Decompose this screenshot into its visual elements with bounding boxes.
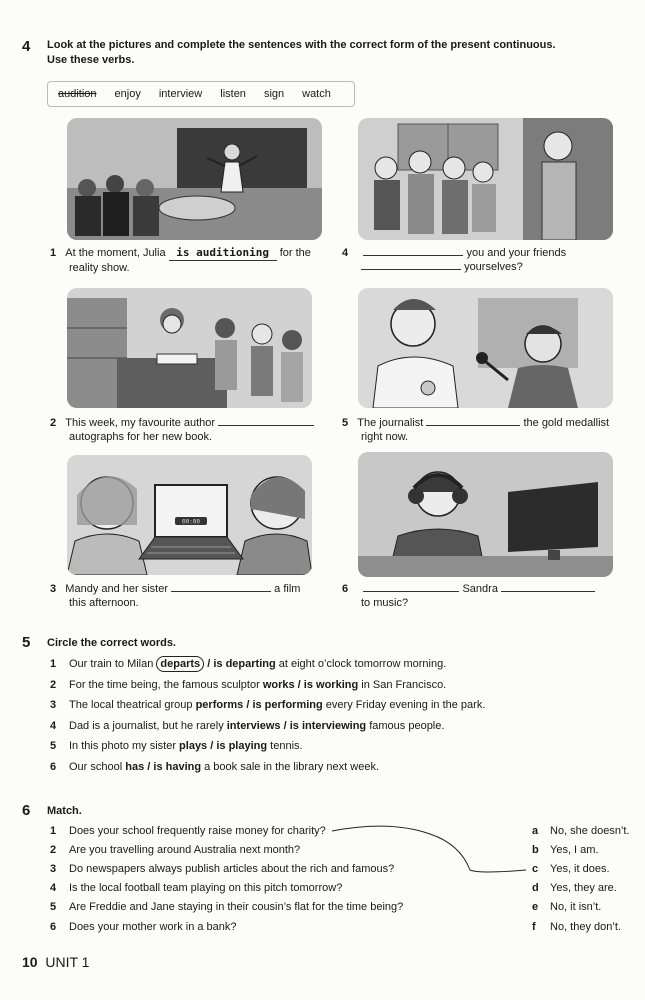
- item-text: famous people.: [366, 719, 445, 732]
- answer-text: No, it isn’t.: [550, 901, 602, 914]
- verb-listen: listen: [220, 88, 246, 100]
- option[interactable]: works: [262, 678, 295, 691]
- question-text: Is the local football team playing on this pitch tomorrow?: [69, 882, 343, 895]
- item-number: 4: [342, 247, 349, 259]
- answer-blank[interactable]: [363, 582, 459, 592]
- verb-enjoy: enjoy: [114, 88, 141, 100]
- item-text: In this photo my sister: [69, 740, 180, 753]
- exercise-6-instruction: Match.: [47, 805, 82, 817]
- exercise-5-instruction: Circle the correct words.: [47, 637, 176, 649]
- instruction-line-2: Use these verbs.: [47, 54, 135, 66]
- option[interactable]: has: [125, 760, 145, 773]
- answer-row: [532, 917, 642, 936]
- verb-watch: watch: [302, 88, 331, 100]
- item-number: 6: [50, 760, 57, 773]
- answer-text: No, she doesn’t.: [550, 824, 630, 837]
- ex4-item-2: [50, 416, 340, 444]
- answer-row: [532, 859, 642, 878]
- item-text-line2: reality show.: [69, 262, 130, 274]
- page-number: 10: [22, 954, 38, 970]
- answer-text: Yes, they are.: [550, 882, 617, 895]
- item-number: 2: [50, 678, 57, 691]
- picture-1-audition: [67, 118, 322, 240]
- separator: /: [144, 760, 154, 773]
- option[interactable]: is having: [153, 760, 202, 773]
- item-number: 5: [50, 901, 57, 914]
- item-number: 2: [50, 417, 57, 429]
- answer-letter: d: [532, 882, 539, 895]
- item-text: every Friday evening in the park.: [322, 699, 486, 712]
- option[interactable]: is departing: [213, 658, 276, 671]
- picture-3-watching-film: [67, 455, 312, 575]
- item-text-line2: yourselves?: [464, 261, 523, 273]
- answer-text: Yes, I am.: [550, 843, 599, 856]
- option[interactable]: performs: [195, 699, 244, 712]
- item-text: The journalist: [357, 417, 424, 429]
- item-text: Our school: [69, 760, 126, 773]
- ex4-item-1: [50, 246, 330, 275]
- exercise-4-number: 4: [22, 38, 31, 55]
- answer-blank[interactable]: [171, 582, 271, 592]
- ex4-item-5: [342, 416, 637, 444]
- picture-6-listening-music: [358, 452, 613, 577]
- item-text: you and your friends: [466, 247, 567, 259]
- ex5-item: [50, 654, 610, 675]
- item-number: 4: [50, 882, 57, 895]
- item-text: For the time being, the famous sculptor: [69, 678, 263, 691]
- answer-row: [532, 898, 642, 917]
- option[interactable]: is working: [303, 678, 359, 691]
- answer-letter: b: [532, 843, 539, 856]
- instruction-line-1: Look at the pictures and complete the sentences with the correct form of the present continuous.: [47, 39, 556, 51]
- item-number: 3: [50, 862, 57, 875]
- question-text: Does your school frequently raise money for charity?: [69, 824, 326, 837]
- option[interactable]: is performing: [252, 699, 323, 712]
- item-text: This week, my favourite author: [65, 417, 216, 429]
- separator: /: [204, 658, 214, 671]
- separator: /: [280, 719, 290, 732]
- screen-timer: 00:00: [181, 518, 201, 526]
- ex4-item-4: [342, 246, 622, 274]
- answer-letter: f: [532, 920, 536, 933]
- item-number: 6: [342, 583, 349, 595]
- answer-row: [532, 821, 642, 840]
- answer-letter: e: [532, 901, 539, 914]
- item-text: the gold medallist: [523, 417, 610, 429]
- ex5-item: [50, 736, 610, 757]
- ex5-item: [50, 716, 610, 737]
- question-text: Do newspapers always publish articles about the rich and famous?: [69, 862, 395, 875]
- item-text-line2: to music?: [361, 597, 409, 609]
- ex5-item: [50, 675, 610, 696]
- exercise-5-number: 5: [22, 634, 31, 651]
- separator: /: [207, 740, 217, 753]
- item-text: a film: [274, 583, 301, 595]
- answer-text: Yes, it does.: [550, 862, 610, 875]
- answer-blank[interactable]: is auditioning: [169, 246, 277, 261]
- separator: /: [243, 699, 253, 712]
- picture-4-friends: [358, 118, 613, 240]
- item-number: 3: [50, 583, 57, 595]
- item-text: Our train to Milan: [69, 658, 157, 671]
- option[interactable]: interviews: [226, 719, 281, 732]
- ex4-item-3: [50, 582, 340, 610]
- item-number: 4: [50, 719, 57, 732]
- separator: /: [294, 678, 304, 691]
- question-row: [50, 898, 440, 917]
- ex5-item: [50, 757, 610, 778]
- answer-blank[interactable]: [363, 246, 463, 256]
- match-line: [330, 822, 530, 882]
- exercise-6-number: 6: [22, 802, 31, 819]
- item-text: Dad is a journalist, but he rarely: [69, 719, 227, 732]
- page-footer: [22, 954, 89, 970]
- item-number: 2: [50, 843, 57, 856]
- question-text: Are Freddie and Jane staying in their cousin’s flat for the time being?: [69, 901, 404, 914]
- item-number: 5: [50, 740, 57, 753]
- exercise-6-answers: [532, 821, 642, 936]
- ex4-item-6: [342, 582, 637, 610]
- answer-row: [532, 879, 642, 898]
- answer-letter: c: [532, 862, 539, 875]
- item-text: tennis.: [267, 740, 303, 753]
- answer-blank[interactable]: [361, 260, 461, 270]
- item-number: 1: [50, 247, 57, 259]
- item-number: 6: [50, 920, 57, 933]
- option-circled[interactable]: departs: [156, 656, 204, 672]
- item-text: at eight o’clock tomorrow morning.: [275, 658, 447, 671]
- picture-2-author: [67, 288, 312, 408]
- item-text-line2: this afternoon.: [69, 597, 139, 609]
- picture-5-journalist: [358, 288, 613, 408]
- verb-interview: interview: [158, 88, 203, 100]
- verb-box: [47, 81, 355, 107]
- item-number: 1: [50, 658, 57, 671]
- exercise-4-instruction: [47, 38, 617, 68]
- item-text: a book sale in the library next week.: [201, 760, 380, 773]
- verb-sign: sign: [263, 88, 285, 100]
- ex5-item: [50, 695, 610, 716]
- unit-label: UNIT 1: [45, 954, 90, 970]
- item-text: The local theatrical group: [69, 699, 196, 712]
- item-number: 5: [342, 417, 349, 429]
- answer-row: [532, 840, 642, 859]
- exercise-5-list: [50, 654, 610, 777]
- question-text: Does your mother work in a bank?: [69, 920, 237, 933]
- option[interactable]: is interviewing: [289, 719, 367, 732]
- answer-blank[interactable]: [218, 416, 314, 426]
- item-text: for the: [279, 247, 311, 259]
- item-text: in San Francisco.: [358, 678, 447, 691]
- question-row: [50, 917, 440, 936]
- answer-blank[interactable]: [501, 582, 595, 592]
- answer-blank[interactable]: [426, 416, 520, 426]
- item-text-line2: autographs for her new book.: [69, 431, 213, 443]
- option[interactable]: is playing: [216, 740, 268, 753]
- verb-audition: audition: [58, 88, 97, 100]
- answer-letter: a: [532, 824, 539, 837]
- answer-text: No, they don’t.: [550, 920, 621, 933]
- item-number: 1: [50, 824, 57, 837]
- question-text: Are you travelling around Australia next month?: [69, 843, 301, 856]
- item-text-line2: right now.: [361, 431, 409, 443]
- item-text: Sandra: [462, 583, 498, 595]
- item-number: 3: [50, 699, 57, 712]
- item-text: Mandy and her sister: [65, 583, 169, 595]
- item-text: At the moment, Julia: [65, 247, 166, 259]
- option[interactable]: plays: [179, 740, 208, 753]
